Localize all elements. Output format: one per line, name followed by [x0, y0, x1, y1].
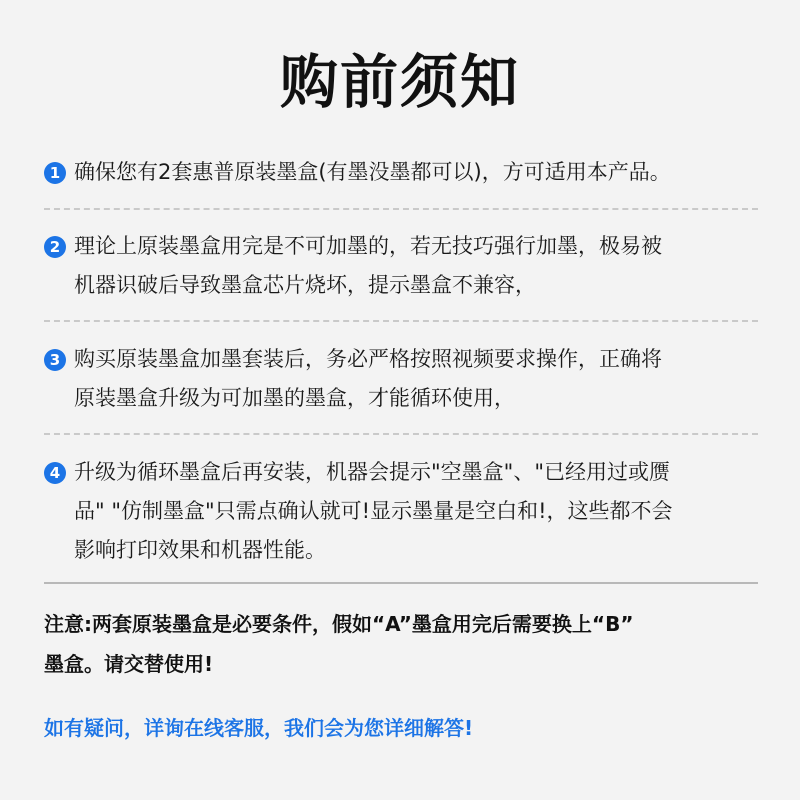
number-2-icon: 2 [44, 236, 66, 258]
notice-item-text [74, 340, 662, 418]
text-line: 影响打印效果和机器性能。 [74, 538, 326, 562]
dashed-divider [44, 433, 758, 435]
dashed-divider [44, 208, 758, 210]
text-line: 购买原装墨盒加墨套装后，务必严格按照视频要求操作，正确将 [74, 347, 662, 371]
text-line: 理论上原装墨盒用完是不可加墨的，若无技巧强行加墨，极易被 [74, 234, 662, 258]
number-3-icon: 3 [44, 349, 66, 371]
notice-item-1 [44, 158, 764, 192]
important-notice [44, 604, 760, 684]
notice-item-2 [44, 232, 764, 305]
notice-item-text [74, 153, 671, 192]
customer-service-note: 如有疑问，详询在线客服，我们会为您详细解答! [44, 716, 474, 740]
text-line: 品" "仿制墨盒"只需点确认就可!显示墨量是空白和!，这些都不会 [74, 499, 673, 523]
text-line: 原装墨盒升级为可加墨的墨盒，才能循环使用， [74, 386, 515, 410]
page-title: 购前须知 [279, 48, 520, 116]
notice-line: 墨盒。请交替使用! [44, 652, 214, 676]
text-line: 升级为循环墨盒后再安装，机器会提示"空墨盒"、"已经用过或赝 [74, 460, 670, 484]
solid-divider [44, 582, 758, 584]
notice-item-4 [44, 458, 764, 570]
text-line: 机器识破后导致墨盒芯片烧坏，提示墨盒不兼容， [74, 273, 536, 297]
number-4-icon: 4 [44, 462, 66, 484]
dashed-divider [44, 320, 758, 322]
text-line: 确保您有2套惠普原装墨盒(有墨没墨都可以)，方可适用本产品。 [74, 160, 671, 184]
notice-item-3 [44, 345, 764, 418]
notice-item-text [74, 227, 662, 305]
notice-item-text [74, 453, 673, 570]
number-1-icon: 1 [44, 162, 66, 184]
notice-line: 注意:两套原装墨盒是必要条件，假如“A”墨盒用完后需要换上“B” [44, 612, 634, 636]
